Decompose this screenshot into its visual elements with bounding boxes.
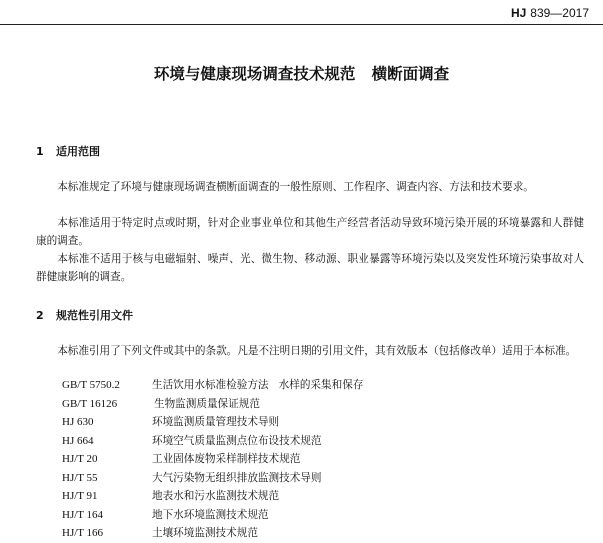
reference-item xyxy=(62,506,363,525)
reference-code: HJ 630 xyxy=(62,416,94,428)
reference-code: HJ/T 164 xyxy=(62,508,104,521)
reference-item xyxy=(62,469,363,488)
standard-prefix: HJ xyxy=(510,6,527,20)
reference-code: HJ/T 20 xyxy=(62,453,98,465)
reference-item xyxy=(62,524,363,543)
scope-paragraph-3: 本标准不适用于核与电磁辐射、噪声、光、微生物、移动源、职业暴露等环境污染以及突发性环境污染事故对人群健康影响的调查。 xyxy=(36,253,584,283)
document-title: 环境与健康现场调查技术规范 横断面调查 xyxy=(153,65,450,83)
reference-code: GB/T 5750.2 xyxy=(62,379,120,391)
reference-item xyxy=(62,413,363,432)
reference-title: 生活饮用水标准检验方法 水样的采集和保存 xyxy=(152,379,364,391)
reference-item xyxy=(62,487,363,506)
header-divider xyxy=(0,24,603,25)
reference-title: 大气污染物无组织排放监测技术导则 xyxy=(152,471,322,484)
reference-item xyxy=(62,432,363,451)
reference-code: GB/T 16126 xyxy=(62,397,118,410)
section-number: 2 xyxy=(36,309,44,322)
standard-header xyxy=(511,6,589,20)
reference-title: 地表水和污水监测技术规范 xyxy=(152,490,280,502)
section-title: 规范性引用文件 xyxy=(56,309,133,322)
reference-item xyxy=(62,450,363,469)
section-heading-scope xyxy=(36,143,100,159)
references-intro-paragraph: 本标准引用了下列文件或其中的条款。凡是不注明日期的引用文件，其有效版本（包括修改单）适用于本标准。 xyxy=(57,345,577,357)
reference-code: HJ/T 55 xyxy=(62,471,98,484)
reference-item xyxy=(62,395,363,414)
scope-paragraph-2: 本标准适用于特定时点或时期，针对企业事业单位和其他生产经营者活动导致环境污染开展的环境暴露和人群健康的调查。 xyxy=(36,217,584,247)
reference-title: 环境监测质量管理技术导则 xyxy=(152,416,280,428)
section-heading-normative-references xyxy=(36,307,133,323)
reference-title: 土壤环境监测技术规范 xyxy=(152,527,258,539)
reference-title: 生物监测质量保证规范 xyxy=(154,397,260,410)
reference-code: HJ/T 91 xyxy=(62,490,98,502)
reference-list xyxy=(62,376,363,543)
scope-paragraph-1: 本标准规定了环境与健康现场调查横断面调查的一般性原则、工作程序、调查内容、方法和技术要求。 xyxy=(57,181,534,193)
reference-title: 工业固体废物采样制样技术规范 xyxy=(152,453,301,465)
reference-code: HJ/T 166 xyxy=(62,527,104,539)
standard-code: 839—2017 xyxy=(530,6,589,20)
section-title: 适用范围 xyxy=(56,145,100,158)
reference-code: HJ 664 xyxy=(62,434,94,447)
reference-title: 环境空气质量监测点位布设技术规范 xyxy=(152,434,322,447)
reference-item xyxy=(62,376,363,395)
section-number: 1 xyxy=(36,145,44,158)
reference-title: 地下水环境监测技术规范 xyxy=(152,508,269,521)
